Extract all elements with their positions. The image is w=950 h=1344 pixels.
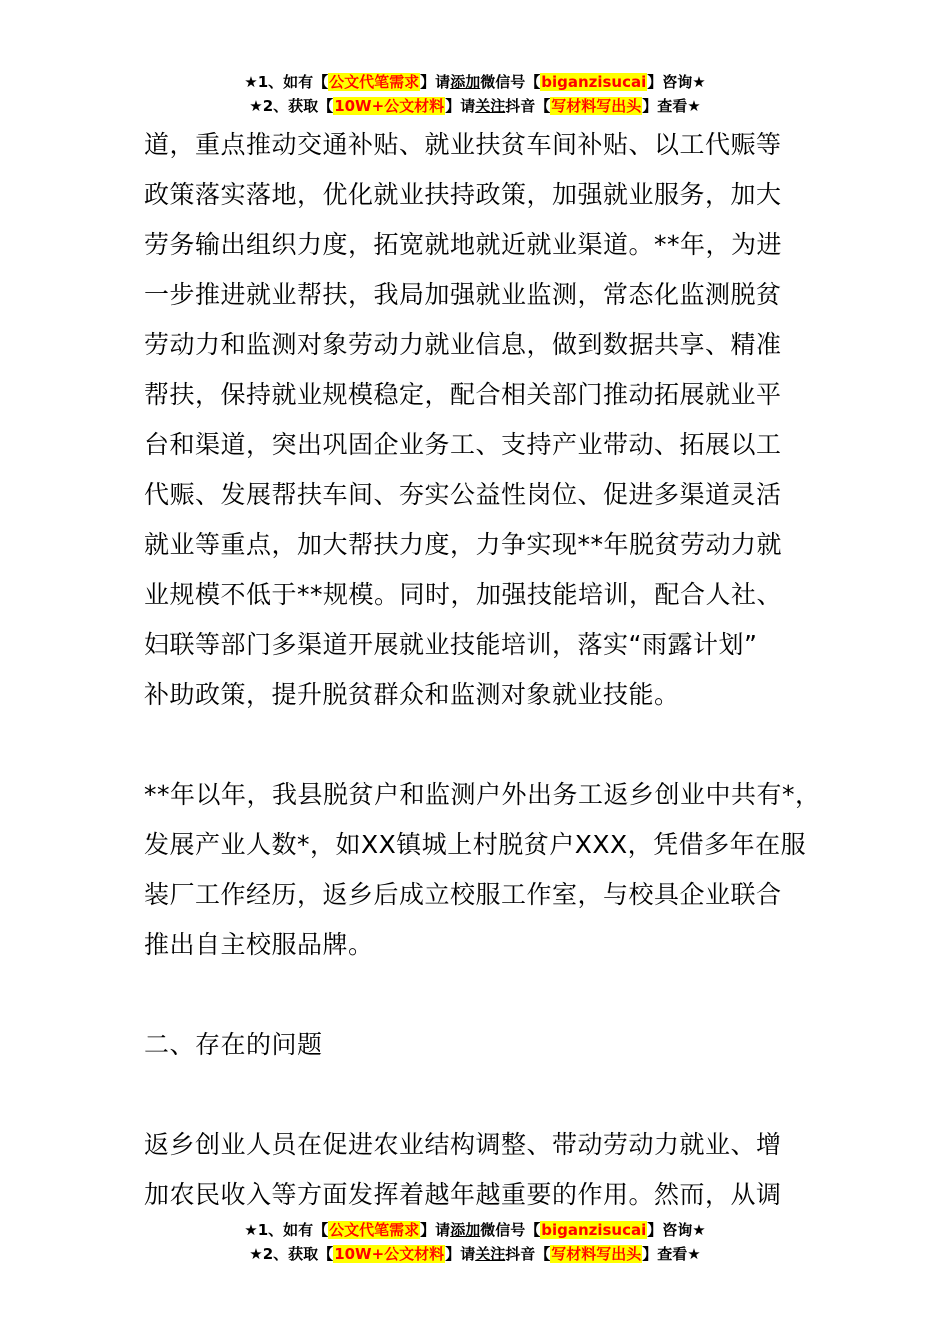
document-body xyxy=(144,120,834,1220)
text-line: 加农民收入等方面发挥着越年越重要的作用。然而，从调 xyxy=(144,1180,782,1209)
text-line: 代赈、发展帮扶车间、夯实公益性岗位、促进多渠道灵活 xyxy=(144,480,782,509)
text-line: 劳动力和监测对象劳动力就业信息，做到数据共享、精准 xyxy=(144,330,782,359)
text-line: **年以年，我县脱贫户和监测户外出务工返乡创业中共有*， xyxy=(144,780,821,809)
text-line: 业规模不低于**规模。同时，加强技能培训，配合人社、 xyxy=(144,580,783,609)
header-promo-banner xyxy=(0,70,950,118)
text-line: 帮扶，保持就业规模稳定，配合相关部门推动拓展就业平 xyxy=(144,380,782,409)
paragraph-spacer xyxy=(144,970,834,1020)
text-line: 补助政策，提升脱贫群众和监测对象就业技能。 xyxy=(144,680,680,709)
text-line: 妇联等部门多渠道开展就业技能培训，落实“雨露计划” xyxy=(144,630,758,659)
text-line: 装厂工作经历，返乡后成立校服工作室，与校具企业联合 xyxy=(144,880,782,909)
paragraph-return-entrepreneurship xyxy=(144,770,834,970)
highlight-service: 公文代笔需求 xyxy=(329,73,420,91)
footer-promo-banner xyxy=(0,1218,950,1266)
text-line: 就业等重点，加大帮扶力度，力争实现**年脱贫劳动力就 xyxy=(144,530,783,559)
highlight-materials: 10W+公文材料 xyxy=(334,97,445,115)
promo-line-2: ★2、获取【10W+公文材料】请关注抖音【写材料写出头】查看★ xyxy=(249,1245,701,1263)
highlight-douyin-id: 写材料写出头 xyxy=(551,97,642,115)
promo-line-1: ★1、如有【公文代笔需求】请添加微信号【biganzisucai】咨询★ xyxy=(244,73,706,91)
promo-line-2: ★2、获取【10W+公文材料】请关注抖音【写材料写出头】查看★ xyxy=(249,97,701,115)
paragraph-problems-intro xyxy=(144,1120,834,1220)
text-line: 一步推进就业帮扶，我局加强就业监测，常态化监测脱贫 xyxy=(144,280,782,309)
highlight-wechat-id: biganzisucai xyxy=(541,73,647,91)
promo-line-1: ★1、如有【公文代笔需求】请添加微信号【biganzisucai】咨询★ xyxy=(244,1221,706,1239)
highlight-service: 公文代笔需求 xyxy=(329,1221,420,1239)
paragraph-spacer xyxy=(144,720,834,770)
text-line: 道，重点推动交通补贴、就业扶贫车间补贴、以工代赈等 xyxy=(144,130,782,159)
text-line: 劳务输出组织力度，拓宽就地就近就业渠道。**年，为进 xyxy=(144,230,783,259)
paragraph-employment-support xyxy=(144,120,834,720)
highlight-douyin-id: 写材料写出头 xyxy=(551,1245,642,1263)
text-line: 推出自主校服品牌。 xyxy=(144,930,374,959)
section-heading: 二、存在的问题 xyxy=(144,1030,323,1059)
text-line: 政策落实落地，优化就业扶持政策，加强就业服务，加大 xyxy=(144,180,782,209)
paragraph-spacer xyxy=(144,1070,834,1120)
highlight-materials: 10W+公文材料 xyxy=(334,1245,445,1263)
text-line: 台和渠道，突出巩固企业务工、支持产业带动、拓展以工 xyxy=(144,430,782,459)
text-line: 发展产业人数*，如XX镇城上村脱贫户XXX，凭借多年在服 xyxy=(144,830,807,859)
highlight-wechat-id: biganzisucai xyxy=(541,1221,647,1239)
text-line: 返乡创业人员在促进农业结构调整、带动劳动力就业、增 xyxy=(144,1130,782,1159)
